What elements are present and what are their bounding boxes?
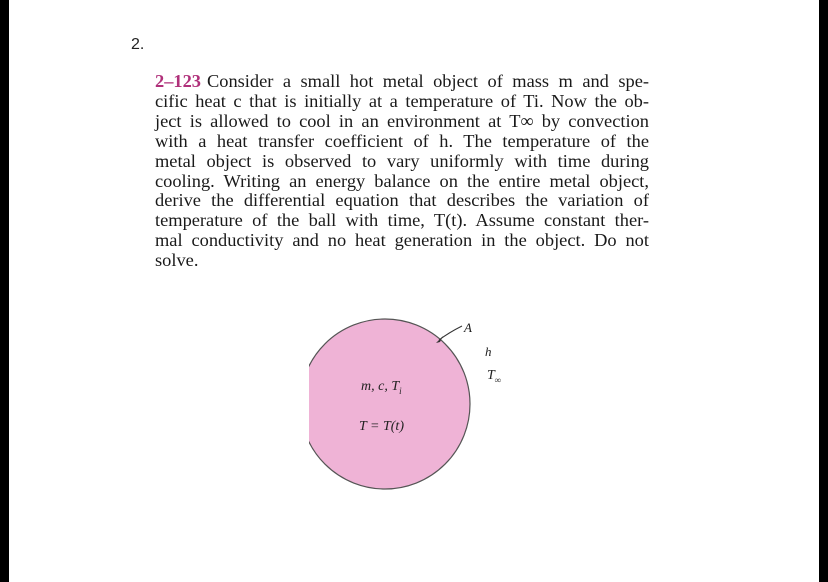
question-number: 2. xyxy=(131,36,145,53)
ambient-temperature-label: $T_\infty$ xyxy=(487,368,502,385)
object-properties-label: m, c, $T_i$ xyxy=(361,379,402,396)
area-pointer-arrow xyxy=(439,326,462,340)
problem-line: with a heat transfer coefficient of h. The temperature of the xyxy=(155,130,649,151)
problem-line: mal conductivity and no heat generation in the object. Do not xyxy=(155,230,649,251)
problem-line: 2–123 Consider a small hot metal object of mass m and spe- xyxy=(155,71,649,91)
problem-line: temperature of the ball with time, T(t). Assume constant ther- xyxy=(155,210,649,231)
metal-object-figure xyxy=(309,316,549,496)
problem-statement xyxy=(155,72,649,271)
area-label: A xyxy=(464,320,472,335)
problem-number: 2–123 xyxy=(155,71,201,91)
figure-drawing xyxy=(309,316,549,496)
problem-line: solve. xyxy=(155,250,199,271)
heat-transfer-coefficient-label: h xyxy=(485,344,492,359)
problem-line: derive the differential equation that describes the variation of xyxy=(155,190,649,211)
problem-line: cific heat c that is initially at a temperature of Ti. Now the ob- xyxy=(155,90,649,111)
problem-line: ject is allowed to cool in an environment at T∞ by convection xyxy=(155,110,649,131)
problem-line: metal object is observed to vary uniformly with time during xyxy=(155,150,649,171)
document-page xyxy=(9,0,819,582)
problem-line: cooling. Writing an energy balance on the entire metal object, xyxy=(155,170,649,191)
temperature-function-label: T = T(t) xyxy=(359,419,404,434)
metal-ball xyxy=(309,319,470,489)
